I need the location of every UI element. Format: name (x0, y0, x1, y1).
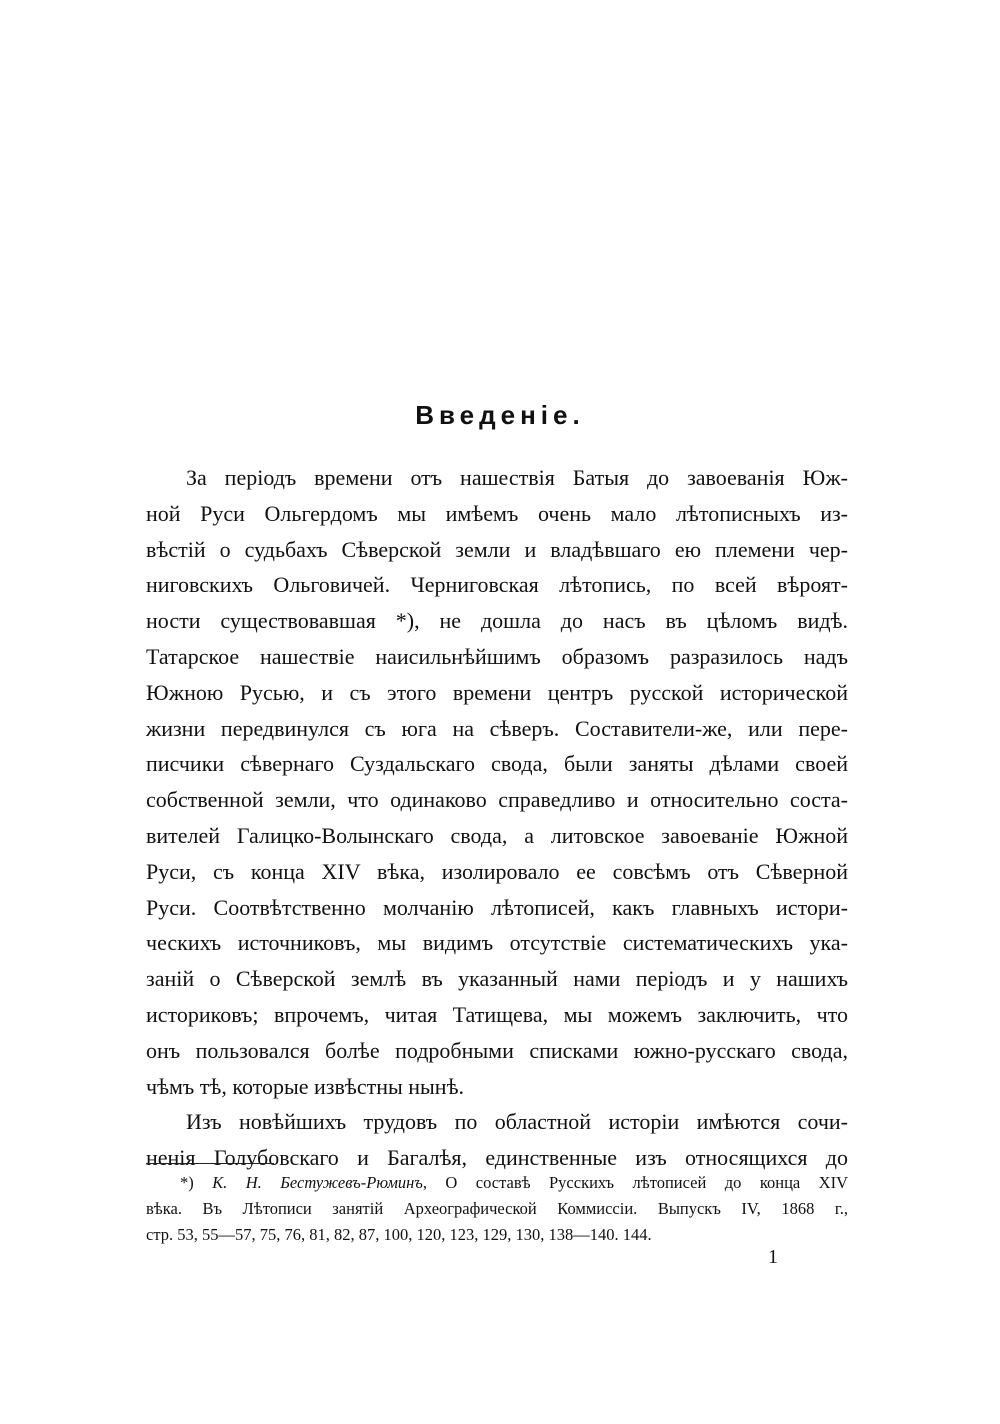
text-line: ниговскихъ Ольговичей. Черниговская лѣтопись, по всей вѣроят- (146, 572, 848, 598)
footnote-line (146, 1170, 848, 1196)
footnote-marker: *) (180, 1173, 194, 1192)
text-line: Изъ новѣйшихъ трудовъ по областной исторіи имѣются сочи- (186, 1109, 848, 1135)
footnote-author: К. Н. Бестужевъ-Рюминъ (212, 1173, 423, 1192)
text-line: ческихъ источниковъ, мы видимъ отсутствіе систематическихъ ука- (146, 930, 848, 956)
text-line: чѣмъ тѣ, которые извѣстны нынѣ. (146, 1073, 465, 1099)
page-number: 1 (768, 1246, 778, 1268)
footnote-line: стр. 53, 55—57, 75, 76, 81, 82, 87, 100, 120, 123, 129, 130, 138—140. 144. (146, 1225, 652, 1244)
footnote (146, 1170, 848, 1248)
body-text (146, 460, 848, 1176)
text-line: Руси, съ конца XIV вѣка, изолировало ее совсѣмъ отъ Сѣверной (146, 858, 848, 884)
text-line: Руси. Соотвѣтственно молчанію лѣтописей, какъ главныхъ истори- (146, 894, 848, 920)
text-line: заній о Сѣверской землѣ въ указанный нами періодъ и у нашихъ (146, 966, 848, 992)
text-line: писчики сѣвернаго Суздальскаго свода, были заняты дѣлами своей (146, 751, 848, 777)
text-line: собственной земли, что одинаково справедливо и относительно соста- (146, 787, 848, 813)
text-line: жизни передвинулся съ юга на сѣверъ. Составители-же, или пере- (146, 715, 848, 741)
text-line: ной Руси Ольгердомъ мы имѣемъ очень мало лѣтописныхъ из- (146, 500, 848, 526)
text-line: ности существовавшая *), не дошла до насъ въ цѣломъ видѣ. (146, 608, 848, 634)
text-line: Татарское нашествіе наисильнѣйшимъ образомъ разразилось надъ (146, 643, 848, 669)
footnote-divider (146, 1163, 274, 1164)
text-line: вѣстій о судьбахъ Сѣверской земли и владѣвшаго ею племени чер- (146, 536, 848, 562)
footnote-line1-text: , О составѣ Русскихъ лѣтописей до конца XIV (422, 1173, 848, 1192)
text-line: За періодъ времени отъ нашествія Батыя до завоеванія Юж- (186, 465, 848, 490)
page-title: Введеніе. (415, 400, 585, 430)
text-line: ненія Голубовскаго и Багалѣя, единственные изъ относящихся до (146, 1145, 848, 1171)
text-line: онъ пользовался болѣе подробными списками южно-русскаго свода, (146, 1037, 848, 1063)
text-line: Южною Русью, и съ этого времени центръ русской исторической (146, 679, 848, 705)
text-line: историковъ; впрочемъ, читая Татищева, мы можемъ заключить, что (146, 1001, 848, 1027)
text-line: вителей Галицко-Волынскаго свода, а литовское завоеваніе Южной (146, 822, 848, 848)
footnote-line: вѣка. Въ Лѣтописи занятій Археографической Коммиссіи. Выпускъ IV, 1868 г., (146, 1199, 848, 1218)
